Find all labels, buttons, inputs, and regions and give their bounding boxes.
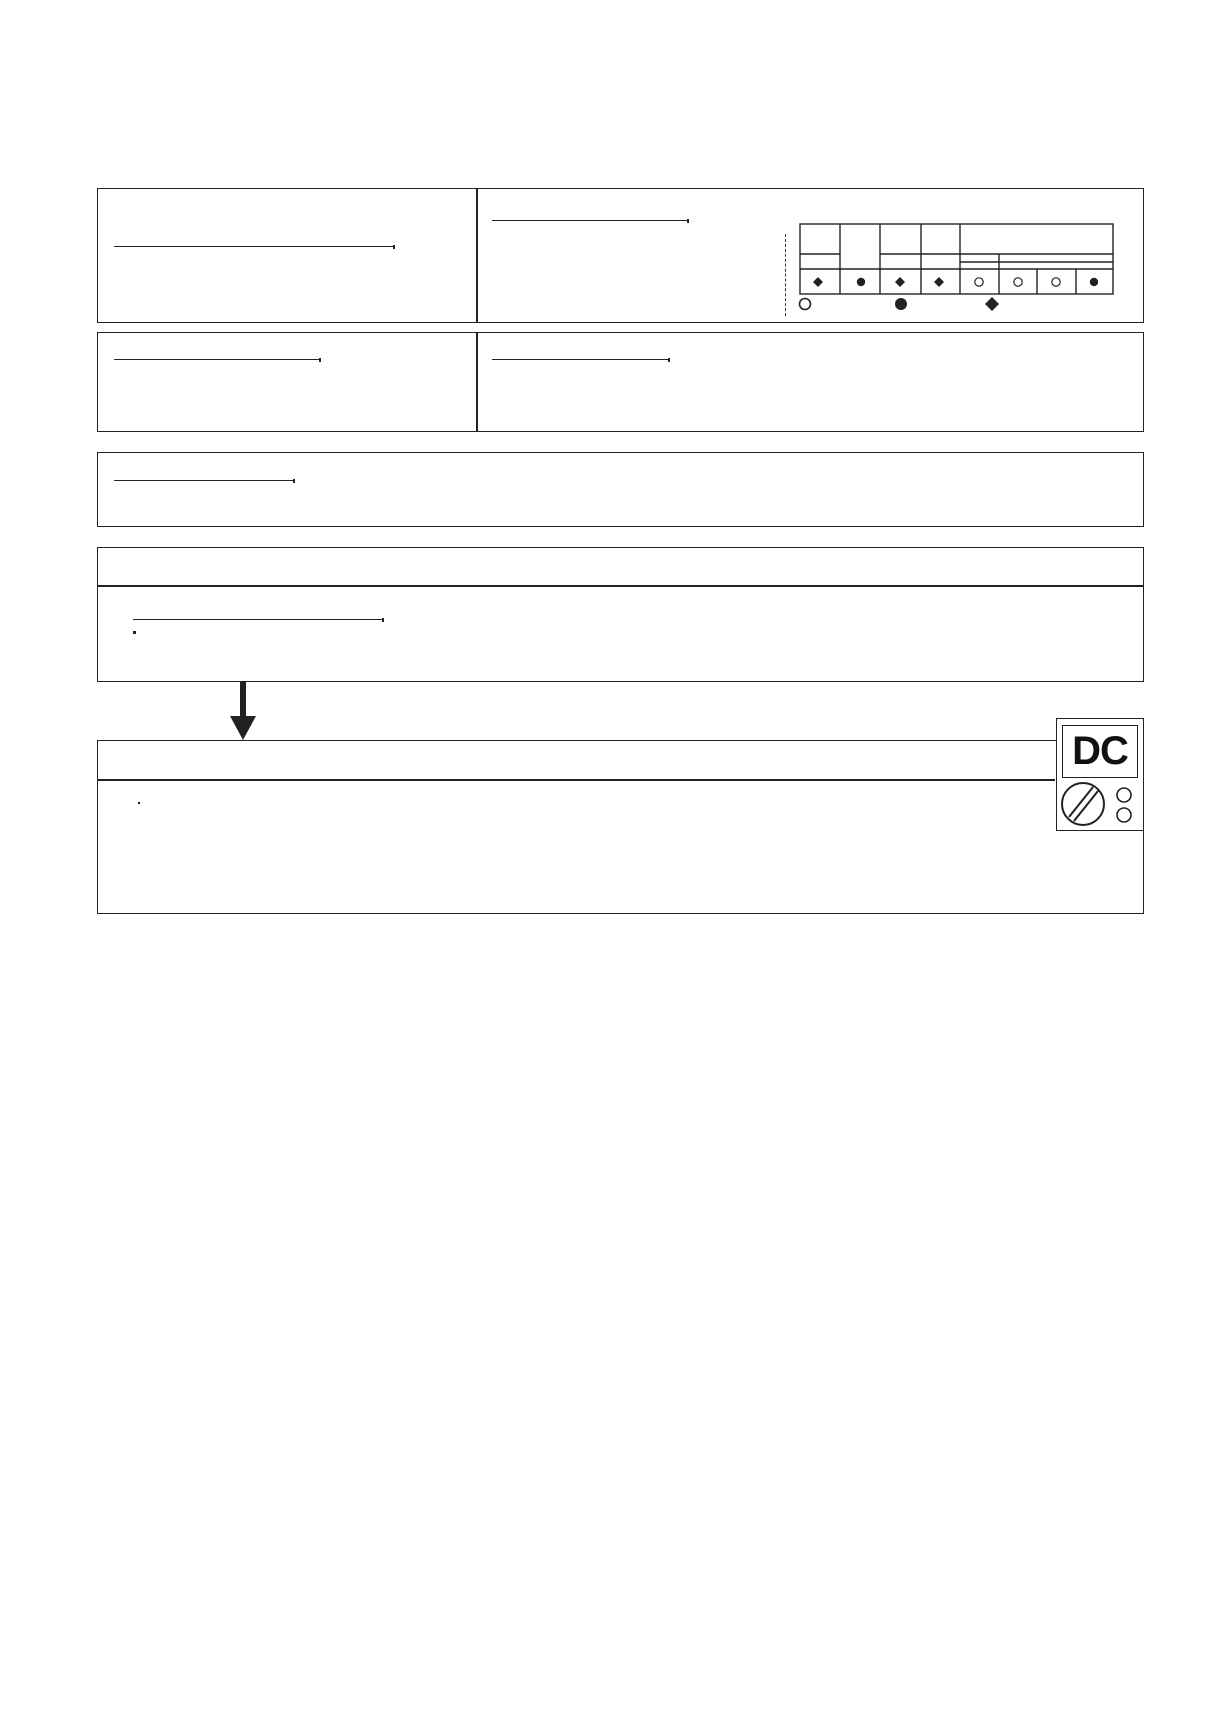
heading-underline-2a bbox=[114, 359, 320, 360]
multimeter-icon bbox=[1056, 718, 1144, 831]
heading-underline-3 bbox=[114, 480, 294, 481]
connector-row-symbols bbox=[813, 277, 1098, 287]
diamond-icon bbox=[985, 297, 999, 311]
open-circle-icon bbox=[1014, 278, 1022, 286]
open-circle-icon bbox=[975, 278, 983, 286]
open-circle-icon bbox=[1052, 278, 1060, 286]
procedure-box-2 bbox=[97, 740, 1144, 914]
open-circle-icon bbox=[800, 299, 811, 310]
section-row-3 bbox=[97, 452, 1144, 527]
filled-circle-icon bbox=[1090, 278, 1098, 286]
heading-underline-1a bbox=[114, 246, 394, 247]
diamond-icon bbox=[813, 277, 823, 287]
procedure-box-1-header-divider bbox=[97, 585, 1144, 587]
meter-dial-icon bbox=[1060, 779, 1140, 829]
row-1-divider bbox=[476, 188, 478, 323]
diamond-icon bbox=[934, 277, 944, 287]
filled-circle-icon bbox=[857, 278, 865, 286]
heading-underline-1b bbox=[492, 220, 688, 221]
procedure-1-underline bbox=[133, 619, 383, 620]
dashed-separator bbox=[785, 234, 786, 316]
diamond-icon bbox=[895, 277, 905, 287]
procedure-box-2-header-divider bbox=[97, 779, 1055, 781]
heading-underline-2b bbox=[492, 359, 669, 360]
section-row-2 bbox=[97, 332, 1144, 432]
filled-circle-icon bbox=[895, 298, 907, 310]
down-arrow-icon bbox=[240, 682, 246, 716]
procedure-box-1 bbox=[97, 547, 1144, 682]
legend bbox=[795, 295, 1005, 313]
row-2-divider bbox=[476, 332, 478, 432]
procedure-2-bullet bbox=[138, 802, 140, 804]
down-arrow-head bbox=[230, 716, 256, 740]
dc-display: DC bbox=[1062, 725, 1138, 778]
procedure-1-bullet bbox=[133, 631, 136, 634]
